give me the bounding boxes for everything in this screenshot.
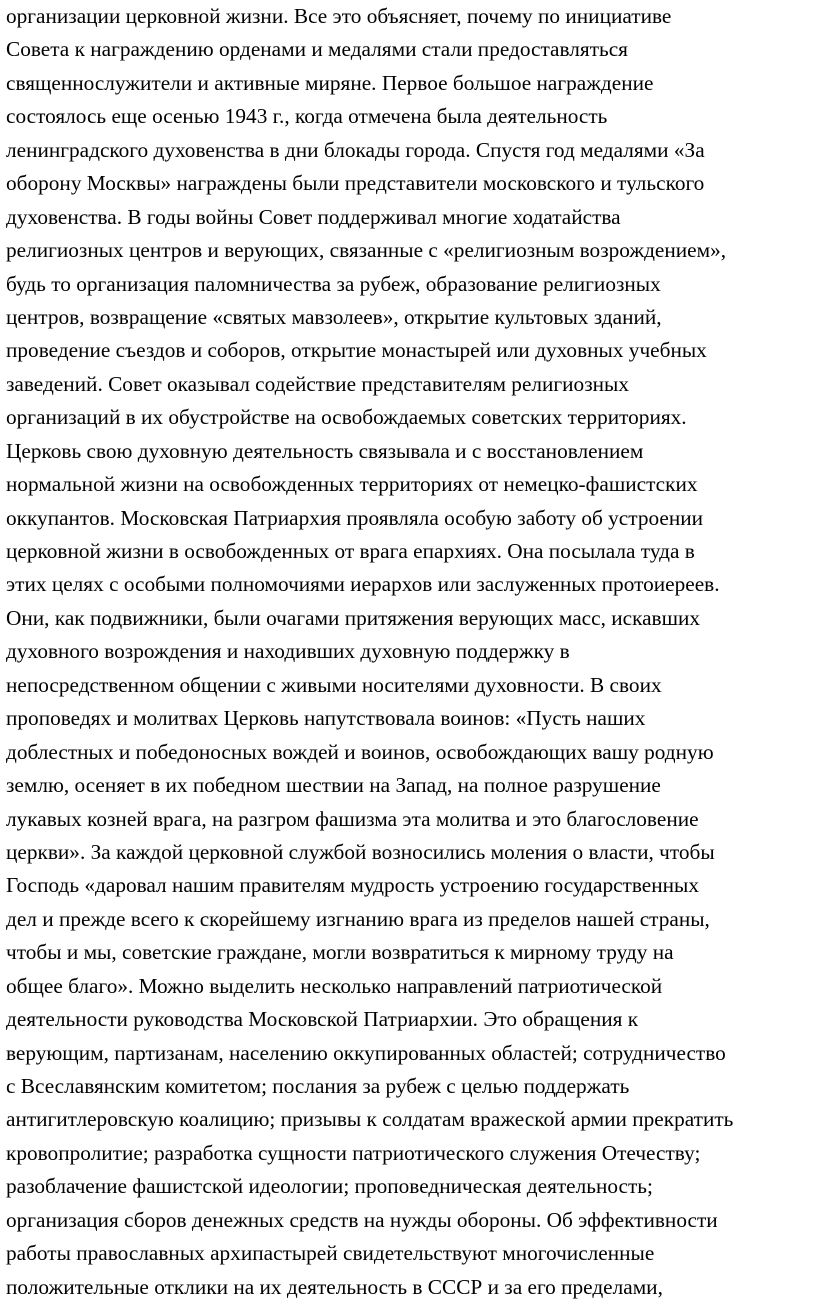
text-line: Господь «даровал нашим правителям мудрость устроению государственных xyxy=(6,873,700,898)
text-line: деятельности руководства Московской Патриархии. Это обращения к xyxy=(6,1007,639,1032)
text-line: проповедях и молитвах Церковь напутствовала воинов: «Пусть наших xyxy=(6,706,646,731)
text-line: дел и прежде всего к скорейшему изгнанию врага из пределов нашей страны, xyxy=(6,906,710,931)
text-line: оккупантов. Московская Патриархия проявляла особую заботу об устроении xyxy=(6,505,704,530)
text-line: организации церковной жизни. Все это объясняет, почему по инициативе xyxy=(6,4,672,28)
text-line: состоялось еще осенью 1943 г., когда отмечена была деятельность xyxy=(6,104,608,129)
text-line: духовного возрождения и находивших духовную поддержку в xyxy=(6,639,570,664)
text-line: организация сборов денежных средств на нужды обороны. Об эффективности xyxy=(6,1207,718,1232)
text-line: проведение съездов и соборов, открытие монастырей или духовных учебных xyxy=(6,338,707,363)
text-line: разоблачение фашистской идеологии; проповедническая деятельность; xyxy=(6,1174,653,1199)
text-line: доблестных и победоносных вождей и воинов, освобождающих вашу родную xyxy=(6,739,714,764)
text-line: религиозных центров и верующих, связанные с «религиозным возрождением», xyxy=(6,238,727,263)
text-line: с Всеславянским комитетом; послания за рубеж с целью поддержать xyxy=(6,1074,630,1098)
text-line: общее благо». Можно выделить несколько направлений патриотической xyxy=(6,973,663,998)
text-line: Церковь свою духовную деятельность связывала и с восстановлением xyxy=(6,438,644,463)
text-line: положительные отклики на их деятельность в СССР и за его пределами, xyxy=(6,1274,663,1299)
text-line: оборону Москвы» награждены были представители московского и тульского xyxy=(6,171,705,196)
text-line: верующим, партизанам, населению оккупированных областей; сотрудничество xyxy=(6,1040,726,1065)
text-line: непосредственном общении с живыми носителями духовности. В своих xyxy=(6,672,662,697)
text-line: кровопролитие; разработка сущности патриотического служения Отечеству; xyxy=(6,1140,701,1165)
text-line: нормальной жизни на освобожденных территориях от немецко-фашистских xyxy=(6,472,698,497)
text-line: землю, осеняет в их победном шествии на Запад, на полное разрушение xyxy=(6,773,661,798)
text-line: церковной жизни в освобожденных от врага епархиях. Она посылала туда в xyxy=(6,539,695,563)
text-line: Совета к награждению орденами и медалями стали предоставляться xyxy=(6,37,628,62)
text-line: духовенства. В годы войны Совет поддерживал многие ходатайства xyxy=(6,204,621,229)
text-line: организаций в их обустройстве на освобождаемых советских территориях. xyxy=(6,405,687,430)
text-line: будь то организация паломничества за рубеж, образование религиозных xyxy=(6,271,661,296)
text-line: чтобы и мы, советские граждане, могли возвратиться к мирному труду на xyxy=(6,940,674,965)
text-line: заведений. Совет оказывал содействие представителям религиозных xyxy=(6,371,629,396)
text-line: этих целях с особыми полномочиями иерархов или заслуженных протоиереев. xyxy=(6,572,720,597)
text-line: лукавых козней врага, на разгром фашизма эта молитва и это благословение xyxy=(6,806,699,831)
text-line: работы православных архипастырей свидетельствуют многочисленные xyxy=(6,1241,655,1266)
text-line: антигитлеровскую коалицию; призывы к солдатам вражеской армии прекратить xyxy=(6,1107,734,1132)
body-text xyxy=(6,0,814,1304)
text-line: ленинградского духовенства в дни блокады города. Спустя год медалями «За xyxy=(6,137,705,162)
text-line: центров, возвращение «святых мавзолеев», открытие культовых зданий, xyxy=(6,304,662,329)
text-line: священнослужители и активные миряне. Первое большое награждение xyxy=(6,70,654,95)
text-line: Они, как подвижники, были очагами притяжения верующих масс, искавших xyxy=(6,605,701,630)
text-line: церкви». За каждой церковной службой возносились моления о власти, чтобы xyxy=(6,839,715,864)
